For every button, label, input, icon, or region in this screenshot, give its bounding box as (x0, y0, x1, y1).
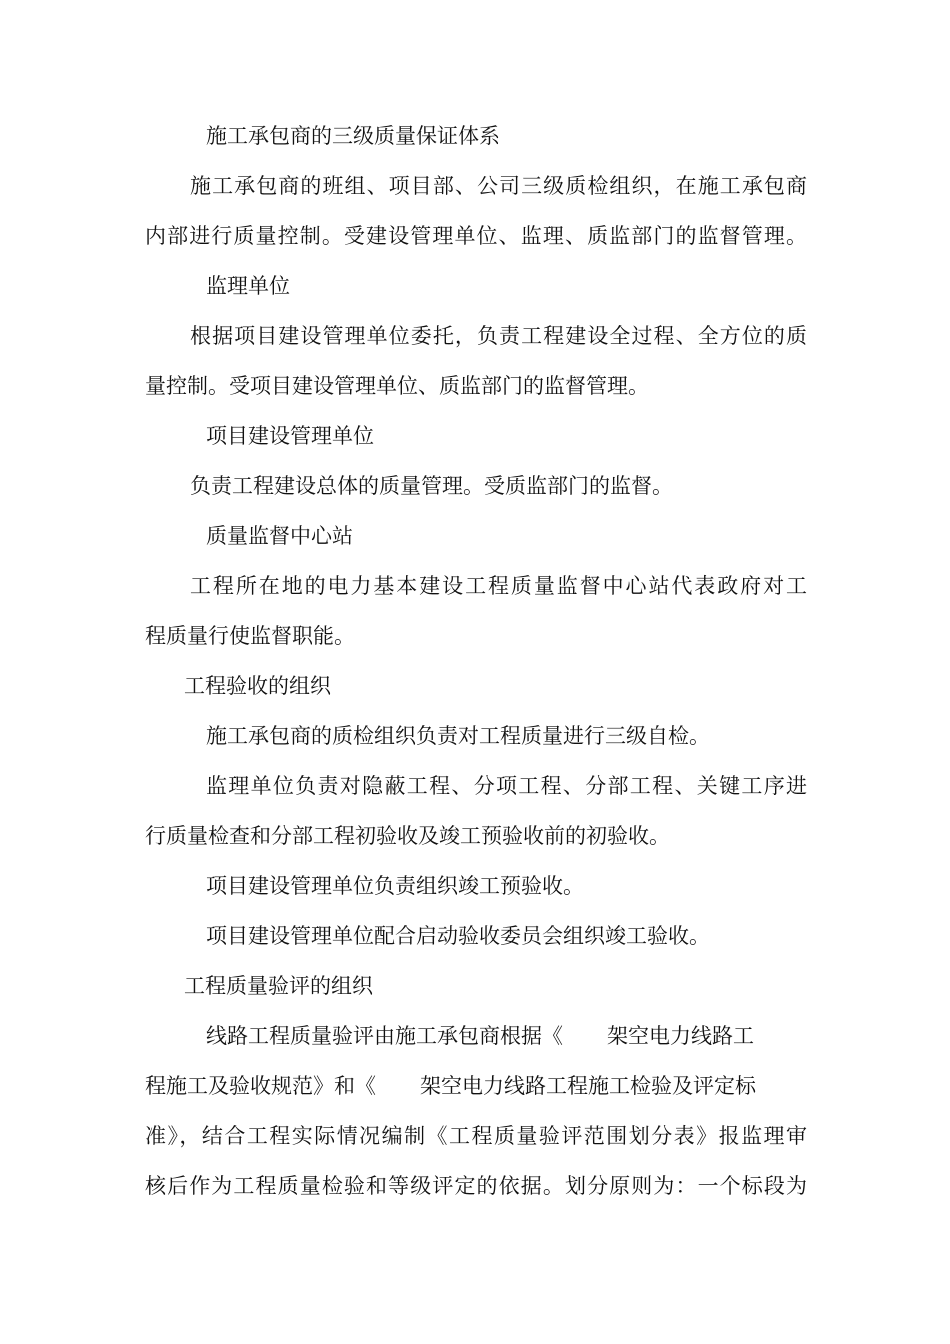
paragraph-line: 准》，结合工程实际情况编制《工程质量验评范围划分表》报监理审 (145, 1124, 807, 1148)
paragraph-line: 项目建设管理单位配合启动验收委员会组织竣工验收。 (206, 924, 710, 948)
paragraph-line (206, 1021, 807, 1051)
text-segment: 架空电力线路工程施工检验及评定标 (420, 1074, 756, 1098)
heading-quality-evaluation-organization: 工程质量验评的组织 (184, 974, 373, 998)
heading-quality-supervision-station: 质量监督中心站 (206, 524, 353, 548)
paragraph-line (145, 1071, 756, 1101)
text-segment: 架空电力线路工 (607, 1024, 754, 1048)
heading-supervision-unit: 监理单位 (206, 274, 290, 298)
paragraph-line: 核后作为工程质量检验和等级评定的依据。划分原则为：一个标段为 (145, 1174, 807, 1198)
paragraph-line: 工程所在地的电力基本建设工程质量监督中心站代表政府对工 (190, 574, 807, 598)
text-segment: 程施工及验收规范》和《 (145, 1074, 376, 1098)
text-segment: 线路工程质量验评由施工承包商根据《 (206, 1024, 563, 1048)
paragraph-line: 监理单位负责对隐蔽工程、分项工程、分部工程、关键工序进 (206, 774, 807, 798)
paragraph-line: 负责工程建设总体的质量管理。受质监部门的监督。 (190, 474, 673, 498)
heading-contractor-qa: 施工承包商的三级质量保证体系 (206, 124, 500, 148)
heading-acceptance-organization: 工程验收的组织 (184, 674, 331, 698)
paragraph-line: 程质量行使监督职能。 (145, 624, 355, 648)
paragraph-line: 项目建设管理单位负责组织竣工预验收。 (206, 874, 584, 898)
paragraph-line: 量控制。受项目建设管理单位、质监部门的监督管理。 (145, 374, 649, 398)
paragraph-line: 行质量检查和分部工程初验收及竣工预验收前的初验收。 (145, 824, 670, 848)
paragraph-line: 施工承包商的质检组织负责对工程质量进行三级自检。 (206, 724, 710, 748)
paragraph-line: 施工承包商的班组、项目部、公司三级质检组织，在施工承包商 (190, 174, 807, 198)
paragraph-line: 根据项目建设管理单位委托，负责工程建设全过程、全方位的质 (190, 324, 807, 348)
paragraph-line: 内部进行质量控制。受建设管理单位、监理、质监部门的监督管理。 (145, 224, 807, 248)
heading-project-management-unit: 项目建设管理单位 (206, 424, 374, 448)
